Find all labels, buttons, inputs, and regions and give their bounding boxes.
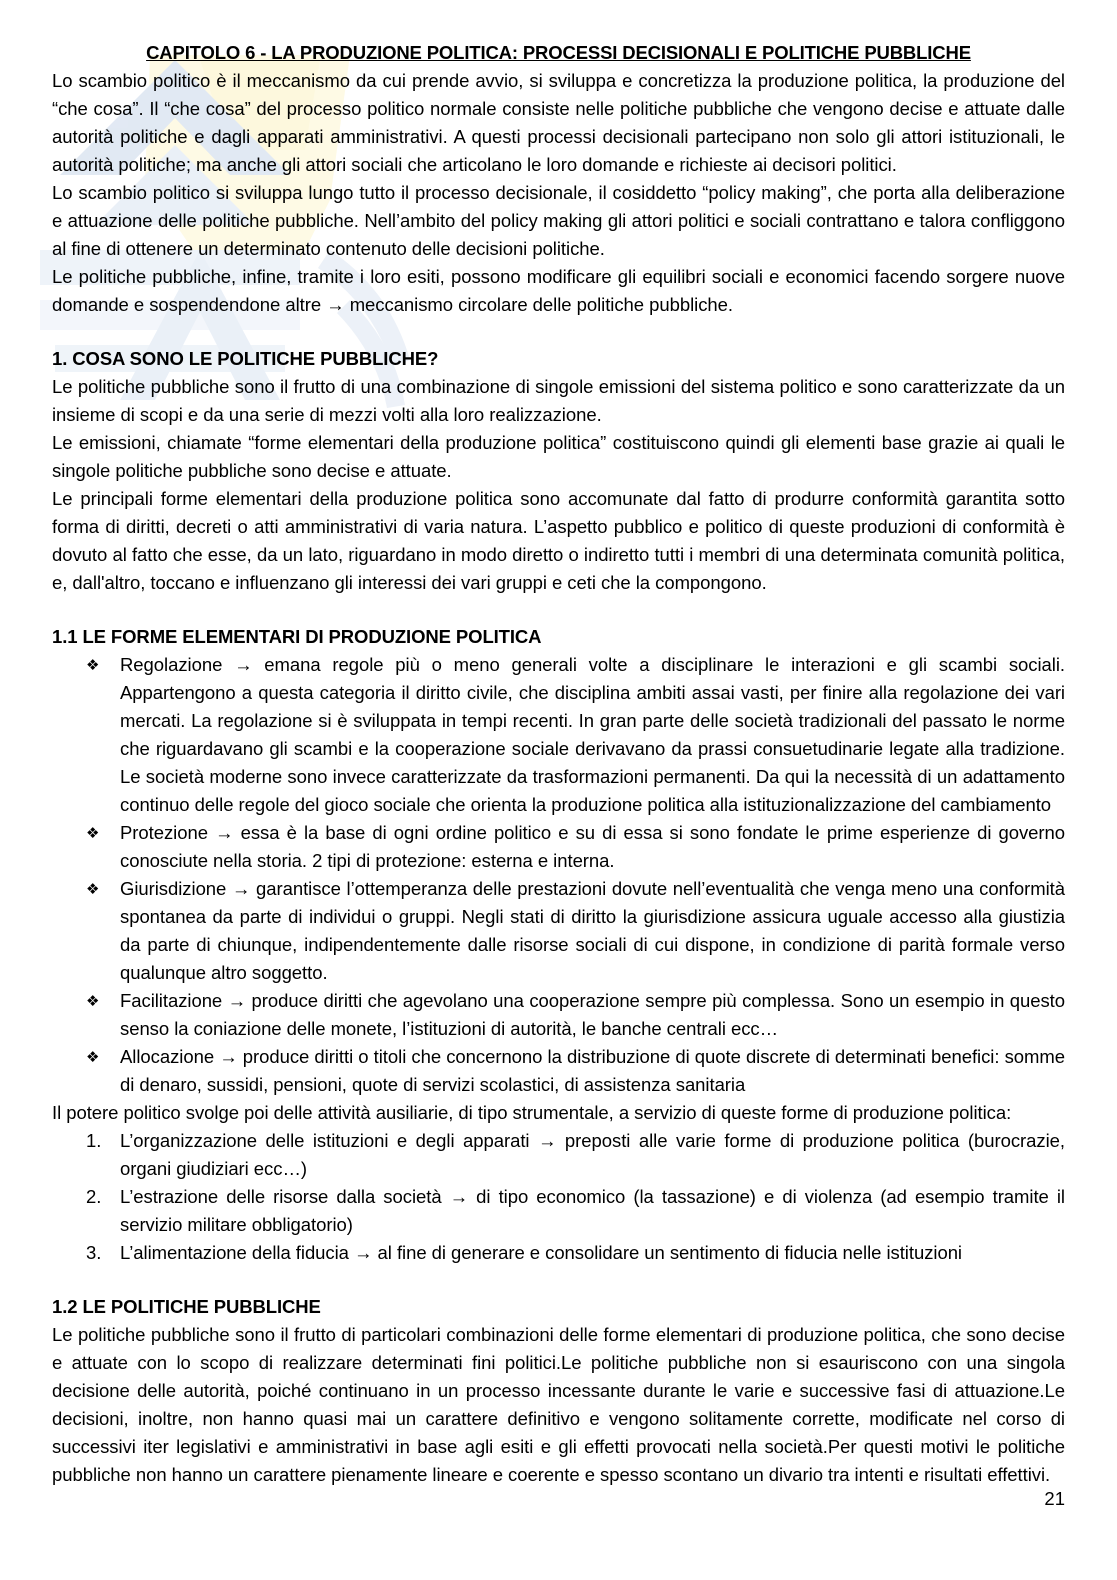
spacer <box>52 319 1065 345</box>
page-title: CAPITOLO 6 - LA PRODUZIONE POLITICA: PROCESSI DECISIONALI E POLITICHE PUBBLICHE <box>146 42 971 63</box>
section-heading-1: 1. COSA SONO LE POLITICHE PUBBLICHE? <box>52 348 439 369</box>
list-item-text: Facilitazione → produce diritti che agevolano una cooperazione sempre più complessa. Sono un esempio in questo senso la coniazione delle monete, l’istituzioni di autorità, le banche centrali ecc… <box>120 990 1065 1039</box>
list-item <box>52 819 1065 875</box>
elementary-forms-list <box>52 651 1065 1099</box>
auxiliary-activities-lead-in: Il potere politico svolge poi delle attività ausiliarie, di tipo strumentale, a servizio di queste forme di produzione politica: <box>52 1102 1012 1123</box>
diamond-bullet-icon: ❖ <box>86 656 100 674</box>
diamond-bullet-icon: ❖ <box>86 824 100 842</box>
list-item-text: Protezione → essa è la base di ogni ordine politico e su di essa si sono fondate le prime esperienze di governo conosciute nella storia. 2 tipi di protezione: esterna e interna. <box>120 822 1065 871</box>
intro-paragraph-2: Lo scambio politico si sviluppa lungo tutto il processo decisionale, il cosiddetto “policy making”, che porta alla deliberazione e attuazione delle politiche pubbliche. Nell’ambito del policy making gli attori politici e sociali contrattano e talora confliggono al fine di ottenere un determinato contenuto delle decisioni politiche. <box>52 182 1065 259</box>
list-item-text: Giurisdizione → garantisce l’ottemperanza delle prestazioni dovute nell’eventualità che venga meno una conformità spontanea da parte di individui o gruppi. Negli stati di diritto la giurisdizione assicura uguale accesso alla giustizia da parte di chiunque, indipendentemente dalle risorse sociali di cui dispone, in condizione di parità formale verso qualunque altro soggetto. <box>120 878 1065 983</box>
intro-paragraph-3: Le politiche pubbliche, infine, tramite i loro esiti, possono modificare gli equilibri sociali e economici facendo sorgere nuove domande e sospendendone altre → meccanismo circolare delle politiche pubbliche. <box>52 266 1065 315</box>
list-item-text: L’organizzazione delle istituzioni e degli apparati → preposti alle varie forme di produzione politica (burocrazie, organi giudiziari ecc…) <box>120 1130 1065 1179</box>
diamond-bullet-icon: ❖ <box>86 1048 100 1066</box>
diamond-bullet-icon: ❖ <box>86 880 100 898</box>
intro-paragraph-1: Lo scambio politico è il meccanismo da cui prende avvio, si sviluppa e concretizza la produzione politica, la produzione del “che cosa”. Il “che cosa” del processo politico normale consiste nelle politiche pubbliche che vengono decise e attuate dalle autorità politiche e dagli apparati amministrativi. A questi processi decisionali partecipano non solo gli attori istituzionali, le autorità politiche; ma anche gli attori sociali che articolano le loro domande e richieste ai decisori politici. <box>52 70 1065 175</box>
section-1-2-paragraph-1: Le politiche pubbliche sono il frutto di particolari combinazioni delle forme elementari di produzione politica, che sono decise e attuate con lo scopo di realizzare determinati fini politici.Le politiche pubbliche non si esauriscono con una singola decisione delle autorità, poiché continuano in un processo incessante durante le varie e successive fasi di attuazione.Le decisioni, inoltre, non hanno quasi mai un carattere definitivo e vengono solitamente corrette, modificate nel corso di successivi iter legislativi e amministrativi in base agli esiti e gli effetti provocati nella società.Per questi motivi le politiche pubbliche non hanno un carattere pienamente lineare e coerente e spesso scontano un divario tra intenti e risultati effettivi. <box>52 1324 1065 1485</box>
list-item-text: L’alimentazione della fiducia → al fine di generare e consolidare un sentimento di fiducia nelle istituzioni <box>120 1242 962 1263</box>
list-number: 1. <box>86 1130 102 1151</box>
list-item <box>52 1043 1065 1099</box>
section-1-paragraph-2: Le emissioni, chiamate “forme elementari della produzione politica” costituiscono quindi gli elementi base grazie ai quali le singole politiche pubbliche sono decise e attuate. <box>52 432 1065 481</box>
section-1-paragraph-1: Le politiche pubbliche sono il frutto di una combinazione di singole emissioni del sistema politico e sono caratterizzate da un insieme di scopi e da una serie di mezzi volti alla loro realizzazione. <box>52 376 1065 425</box>
list-number: 3. <box>86 1242 102 1263</box>
section-heading-1-1: 1.1 LE FORME ELEMENTARI DI PRODUZIONE POLITICA <box>52 626 542 647</box>
auxiliary-activities-list <box>52 1127 1065 1267</box>
list-item <box>52 987 1065 1043</box>
document-page <box>52 40 1065 1489</box>
section-1-paragraph-3: Le principali forme elementari della produzione politica sono accomunate dal fatto di produrre conformità garantita sotto forma di diritti, decreti o atti amministrativi di varia natura. L’aspetto pubblico e politico di queste produzioni di conformità è dovuto al fatto che esse, da un lato, riguardano in modo diretto o indiretto tutti i membri di una determinata comunità politica, e, dall'altro, toccano e influenzano gli interessi dei vari gruppi e ceti che la compongono. <box>52 488 1065 593</box>
section-heading-1-2: 1.2 LE POLITICHE PUBBLICHE <box>52 1296 321 1317</box>
list-item <box>52 875 1065 987</box>
list-item <box>52 1183 1065 1239</box>
list-number: 2. <box>86 1186 102 1207</box>
list-item <box>52 1239 1065 1267</box>
list-item <box>52 651 1065 819</box>
spacer <box>52 1267 1065 1293</box>
list-item <box>52 1127 1065 1183</box>
list-item-text: Allocazione → produce diritti o titoli che concernono la distribuzione di quote discrete di determinati benefici: somme di denaro, sussidi, pensioni, quote di servizi scolastici, di assistenza sanitaria <box>120 1046 1065 1095</box>
diamond-bullet-icon: ❖ <box>86 992 100 1010</box>
spacer <box>52 597 1065 623</box>
list-item-text: Regolazione → emana regole più o meno generali volte a disciplinare le interazioni e gli scambi sociali. Appartengono a questa categoria il diritto civile, che disciplina ambiti assai vasti, per finire alla regolazione dei vari mercati. La regolazione si è sviluppata in tempi recenti. In gran parte delle società tradizionali del passato le norme che riguardavano gli scambi e la cooperazione sociale derivavano da prassi consuetudinarie legate alla tradizione. Le società moderne sono invece caratterizzate da trasformazioni permanenti. Da qui la necessità di un adattamento continuo delle regole del gioco sociale che orienta la produzione politica alla istituzionalizzazione del cambiamento <box>120 654 1065 815</box>
page-number: 21 <box>1044 1488 1065 1509</box>
list-item-text: L’estrazione delle risorse dalla società → di tipo economico (la tassazione) e di violenza (ad esempio tramite il servizio militare obbligatorio) <box>120 1186 1065 1235</box>
